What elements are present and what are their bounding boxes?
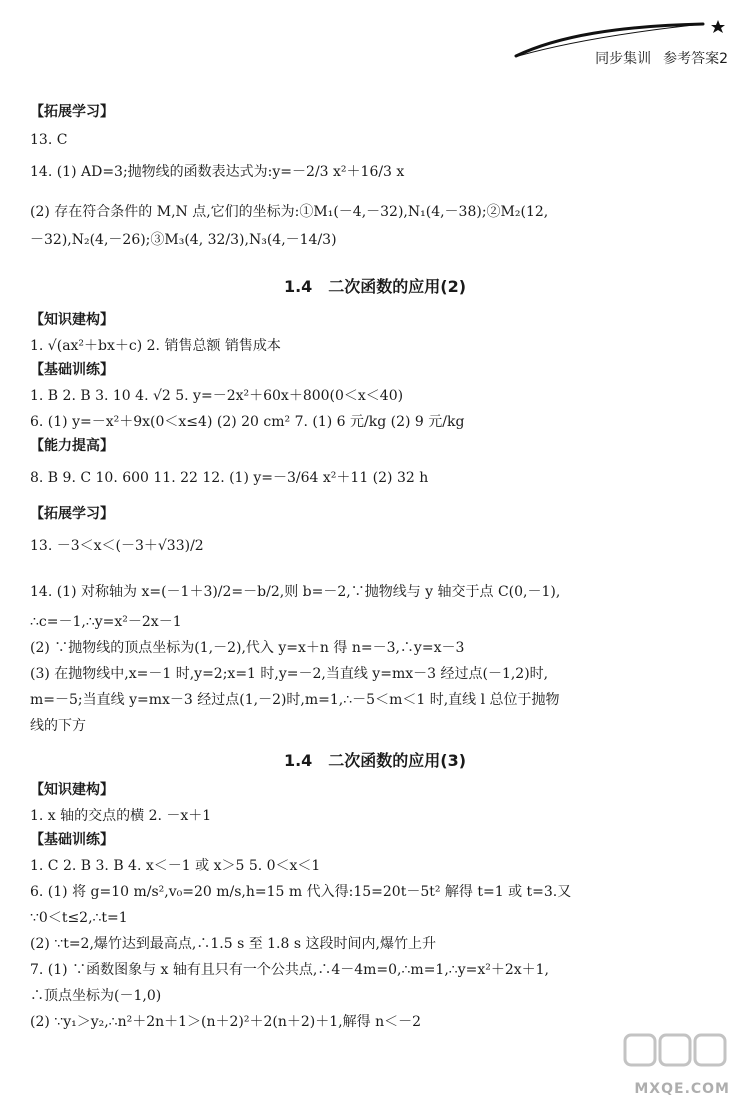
answer-line: 1. x 轴的交点的横 2. －x＋1 (30, 808, 212, 824)
answer-line: 14. (1) 对称轴为 x=(－1＋3)/2=－b/2,则 b=－2,∵抛物线与 y 轴交于点 C(0,－1), (30, 584, 561, 600)
answer-line: 6. (1) y=－x²＋9x(0＜x≤4) (2) 20 cm² 7. (1) 6 元/kg (2) 9 元/kg (30, 414, 465, 430)
answer-line: 13. C (30, 132, 68, 148)
page-header (498, 18, 728, 78)
watermark (620, 1027, 730, 1097)
answer-line: 6. (1) 将 g=10 m/s²,v₀=20 m/s,h=15 m 代入得:15=20t－5t² 解得 t=1 或 t=3.又 (30, 884, 572, 900)
section-ability: 【能力提高】 (30, 438, 114, 454)
answer-line: 1. √(ax²＋bx＋c) 2. 销售总额 销售成本 (30, 338, 281, 354)
answer-line: 1. C 2. B 3. B 4. x＜－1 或 x＞5 5. 0＜x＜1 (30, 858, 321, 874)
answer-line: －32),N₂(4,－26);③M₃(4, 32/3),N₃(4,－14/3) (30, 232, 337, 248)
answer-label: 参考答案2 (663, 51, 728, 67)
answer-line: m=－5;当直线 y=mx－3 经过点(1,－2)时,m=1,∴－5＜m＜1 时,直线 l 总位于抛物 (30, 692, 560, 708)
answer-line: (2) 存在符合条件的 M,N 点,它们的坐标为:①M₁(－4,－32),N₁(4,－38);②M₂(12, (30, 204, 549, 220)
watermark-text: MXQE.COM (634, 1081, 730, 1097)
answer-line: (2) ∵t=2,爆竹达到最高点,∴1.5 s 至 1.8 s 这段时间内,爆竹上升 (30, 936, 436, 952)
answer-line: 13. －3＜x＜(－3＋√33)/2 (30, 538, 204, 554)
answer-line: ∴顶点坐标为(－1,0) (30, 988, 162, 1004)
section-knowledge: 【知识建构】 (30, 782, 114, 798)
section-title: 1.4 二次函数的应用(2) (283, 277, 467, 296)
answer-line: ∵0＜t≤2,∴t=1 (30, 910, 128, 926)
answer-line: (3) 在抛物线中,x=－1 时,y=2;x=1 时,y=－2,当直线 y=mx－3 经过点(－1,2)时, (30, 666, 549, 682)
answer-line: ∴c=－1,∴y=x²－2x－1 (30, 614, 182, 630)
answer-line: 线的下方 (30, 718, 86, 734)
header-text (595, 48, 728, 68)
answer-line: 14. (1) AD=3;抛物线的函数表达式为:y=－2/3 x²＋16/3 x (30, 164, 405, 180)
watermark-logo-icon (620, 1027, 730, 1077)
answer-line: 8. B 9. C 10. 600 11. 22 12. (1) y=－3/64 x²＋11 (2) 32 h (30, 470, 429, 486)
answer-line: 7. (1) ∵函数图象与 x 轴有且只有一个公共点,∴4－4m=0,∴m=1,∴y=x²＋2x＋1, (30, 962, 549, 978)
answer-line: (2) ∵y₁＞y₂,∴n²＋2n＋1＞(n＋2)²＋2(n＋2)＋1,解得 n＜－2 (30, 1014, 421, 1030)
section-basic: 【基础训练】 (30, 832, 114, 848)
answer-line: (2) ∵抛物线的顶点坐标为(1,－2),代入 y=x＋n 得 n=－3,∴y=x－3 (30, 640, 465, 656)
section-knowledge: 【知识建构】 (30, 312, 114, 328)
section-title: 1.4 二次函数的应用(3) (283, 751, 467, 770)
answer-line: 1. B 2. B 3. 10 4. √2 5. y=－2x²＋60x＋800(0＜x＜40) (30, 388, 404, 404)
section-extension: 【拓展学习】 (30, 104, 114, 120)
section-extension: 【拓展学习】 (30, 506, 114, 522)
book-title: 同步集训 (595, 51, 652, 67)
section-basic: 【基础训练】 (30, 362, 114, 378)
